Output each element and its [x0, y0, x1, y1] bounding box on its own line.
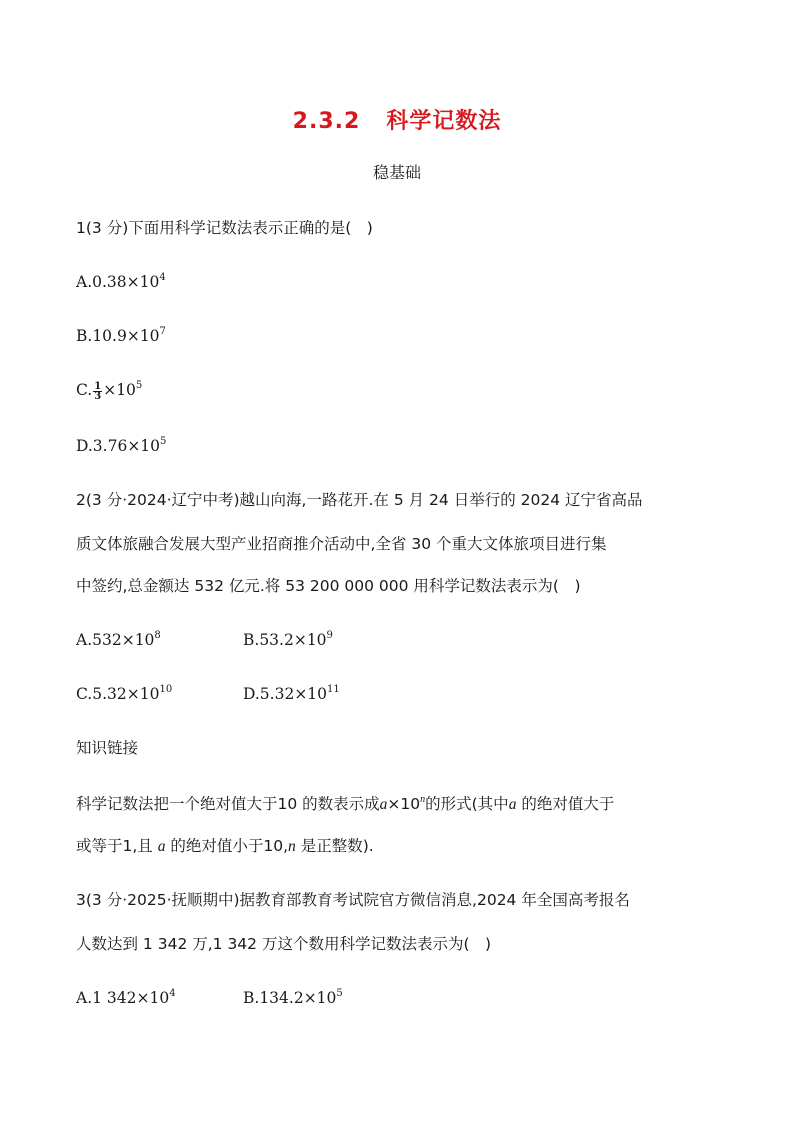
q2-option-c — [76, 684, 172, 704]
variable-a: a — [508, 796, 517, 813]
knowledge-line1-part2: 的形式(其中 — [425, 795, 509, 813]
q2-option-b — [243, 630, 333, 650]
q1-option-c-prefix: C. — [76, 381, 93, 399]
section-number: 2.3.2 — [292, 109, 361, 134]
q1-option-c-label: ×10 — [103, 381, 136, 399]
q1-option-b — [76, 326, 166, 346]
variable-a: a — [157, 838, 166, 855]
q2-option-b-exp: 9 — [326, 630, 333, 641]
q1-option-c — [76, 380, 142, 401]
q2-option-d — [243, 684, 340, 704]
q2-option-a — [76, 630, 161, 650]
q1-option-c-exp: 5 — [135, 380, 143, 391]
q2-option-d-label: D.5.32×10 — [243, 685, 328, 703]
variable-a: a — [379, 796, 388, 813]
times-ten: ×10 — [387, 795, 421, 813]
q1-option-c-fraction — [93, 382, 102, 401]
q1-option-a-label: A.0.38×10 — [76, 273, 160, 291]
q1-option-a-exp: 4 — [159, 272, 166, 283]
fraction-denominator: 3 — [94, 390, 102, 402]
q1-option-b-exp: 7 — [159, 326, 166, 337]
q2-option-a-label: A.532×10 — [76, 631, 155, 649]
variable-n: n — [288, 838, 296, 855]
q2-option-c-label: C.5.32×10 — [76, 685, 160, 703]
q3-option-b — [243, 988, 343, 1008]
variable-n-exponent: n — [420, 794, 426, 805]
knowledge-line1-part3: 的绝对值大于 — [516, 795, 615, 813]
q2-stem-line3: 中签约,总金额达 532 亿元.将 53 200 000 000 用科学记数法表示为( ) — [76, 577, 581, 595]
q3-option-a-label: A.1 342×10 — [76, 989, 170, 1007]
knowledge-line2 — [76, 836, 374, 857]
fraction-numerator: 1 — [94, 380, 102, 392]
q3-option-b-label: B.134.2×10 — [243, 989, 337, 1007]
knowledge-line2-part2: 的绝对值小于10, — [165, 837, 289, 855]
q2-stem-line2: 质文体旅融合发展大型产业招商推介活动中,全省 30 个重大文体旅项目进行集 — [76, 535, 607, 553]
knowledge-heading: 知识链接 — [76, 739, 139, 757]
q2-option-b-label: B.53.2×10 — [243, 631, 327, 649]
q3-stem-line1: 3(3 分·2025·抚顺期中)据教育部教育考试院官方微信消息,2024 年全国高考报名 — [76, 891, 630, 909]
q3-stem-line2: 人数达到 1 342 万,1 342 万这个数用科学记数法表示为( ) — [76, 935, 492, 953]
q3-option-b-exp: 5 — [336, 988, 343, 999]
q1-option-d — [76, 436, 166, 456]
q3-option-a-exp: 4 — [169, 988, 176, 999]
section-subtitle: 稳基础 — [372, 163, 421, 182]
q2-option-a-exp: 8 — [154, 630, 161, 641]
q2-option-d-exp: 11 — [327, 684, 340, 695]
section-title-text: 科学记数法 — [386, 109, 502, 134]
q2-stem-line1: 2(3 分·2024·辽宁中考)越山向海,一路花开.在 5 月 24 日举行的 2024 辽宁省高品 — [76, 491, 643, 509]
q1-option-a — [76, 272, 166, 292]
knowledge-line1-part1: 科学记数法把一个绝对值大于10 的数表示成 — [76, 795, 380, 813]
q1-option-d-exp: 5 — [160, 436, 167, 447]
section-title — [0, 104, 794, 135]
q3-option-a — [76, 988, 176, 1008]
q1-option-b-label: B.10.9×10 — [76, 327, 160, 345]
knowledge-line2-part3: 是正整数). — [295, 837, 374, 855]
q1-stem: 1(3 分)下面用科学记数法表示正确的是( ) — [76, 219, 373, 237]
knowledge-line2-part1: 或等于1,且 — [76, 837, 158, 855]
q1-option-d-label: D.3.76×10 — [76, 437, 161, 455]
knowledge-line1 — [76, 794, 614, 815]
q2-option-c-exp: 10 — [159, 684, 173, 695]
